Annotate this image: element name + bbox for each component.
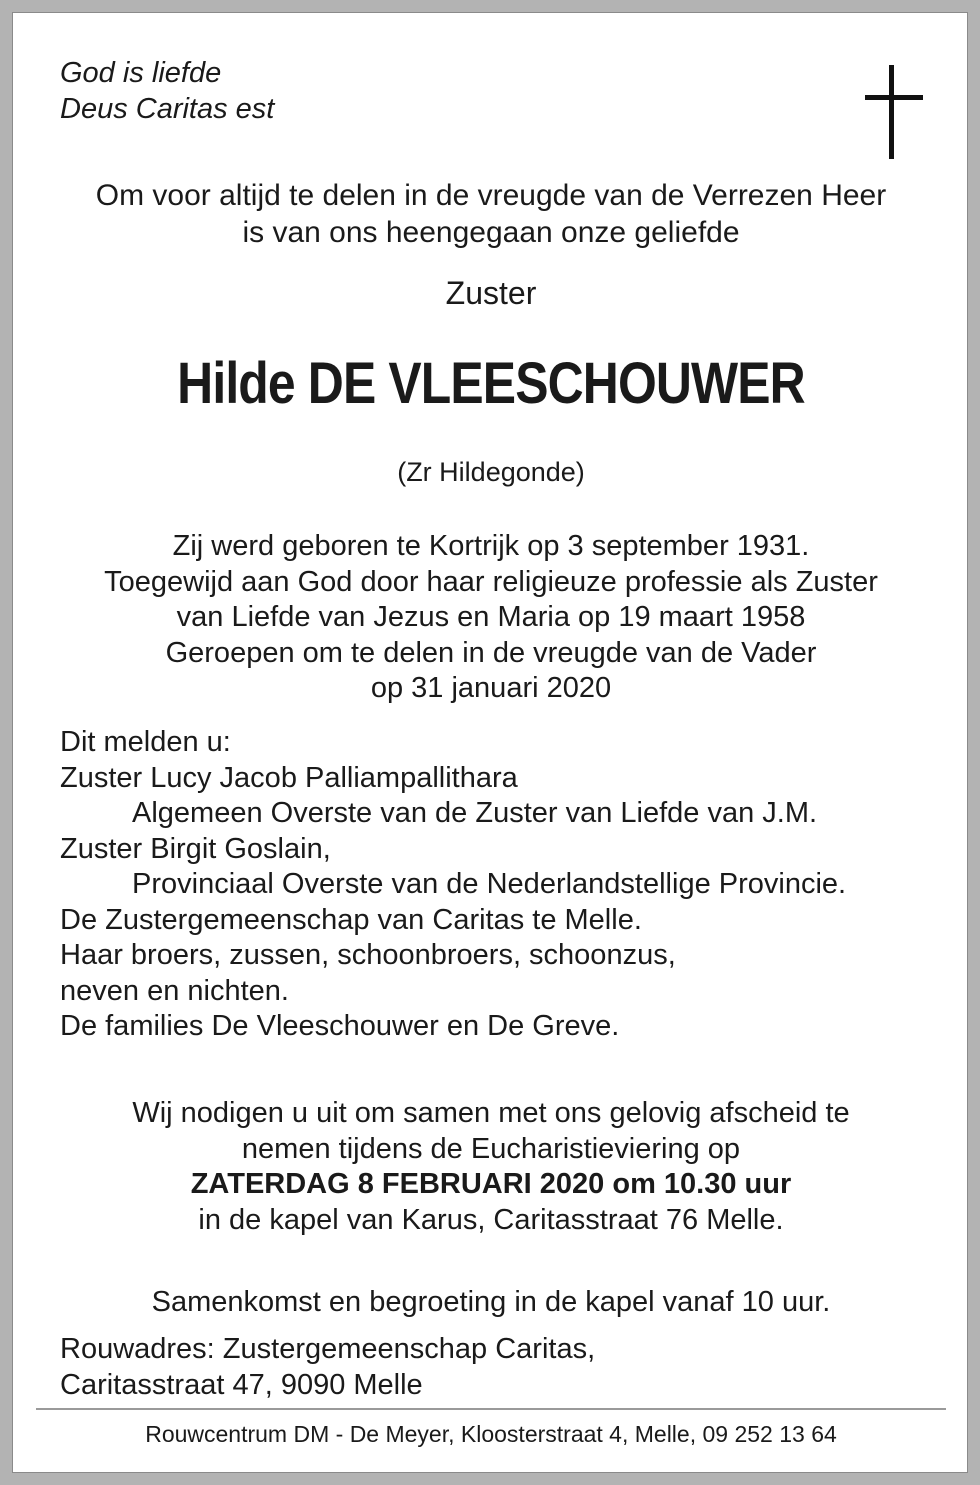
motto-line-dutch: God is liefde [60, 57, 222, 89]
address-line-1: Rouwadres: Zustergemeenschap Caritas, [60, 1333, 596, 1365]
intro-line-1: Om voor altijd te delen in de vreugde van de Verrezen Heer [95, 179, 887, 212]
invitation-line-1: Wij nodigen u uit om samen met ons gelovig afscheid te [132, 1097, 850, 1129]
mourning-address [60, 1331, 595, 1403]
mourners-heading: Dit melden u: [60, 726, 231, 758]
mourner-entry: De families De Vleeschouwer en De Greve. [60, 1010, 620, 1042]
intro-text [13, 177, 969, 251]
mourners-list [60, 725, 846, 1045]
address-line-2: Caritasstraat 47, 9090 Melle [60, 1369, 423, 1401]
cross-icon [865, 65, 923, 159]
funeral-invitation [13, 1096, 969, 1238]
mourner-entry: De Zustergemeenschap van Caritas te Melle. [60, 903, 642, 936]
service-location: in de kapel van Karus, Caritasstraat 76 Melle. [198, 1203, 784, 1236]
deceased-name: Hilde DE VLEESCHOUWER [177, 351, 805, 416]
mourner-entry: neven en nichten. [60, 974, 289, 1007]
mourner-role: Provinciaal Overste van de Nederlandstellige Provincie. [132, 868, 847, 900]
invitation-line-2: nemen tijdens de Eucharistieviering op [241, 1132, 741, 1165]
motto-line-latin: Deus Caritas est [60, 93, 275, 125]
mourner-entry: Haar broers, zussen, schoonbroers, schoonzus, [60, 939, 676, 971]
intro-line-2: is van ons heengegaan onze geliefde [242, 216, 740, 249]
bio-line: Geroepen om te delen in de vreugde van de Vader [165, 636, 817, 669]
gathering-info: Samenkomst en begroeting in de kapel vanaf 10 uur. [151, 1286, 831, 1318]
death-notice-card [12, 12, 968, 1473]
mourner-entry: Zuster Birgit Goslain, [60, 832, 331, 865]
religious-title: Zuster [445, 275, 537, 311]
mourner-entry: Zuster Lucy Jacob Palliampallithara [60, 761, 518, 794]
bio-line: Zij werd geboren te Kortrijk op 3 september 1931. [172, 530, 810, 562]
mourner-role: Algemeen Overste van de Zuster van Liefde van J.M. [132, 797, 818, 829]
motto [60, 55, 274, 127]
biography [13, 529, 969, 707]
bio-line: Toegewijd aan God door haar religieuze professie als Zuster [104, 565, 878, 598]
service-datetime: ZATERDAG 8 FEBRUARI 2020 om 10.30 uur [190, 1168, 792, 1200]
bio-line: van Liefde van Jezus en Maria op 19 maart 1958 [176, 601, 806, 633]
footer-divider [36, 1408, 946, 1410]
funeral-home-footer: Rouwcentrum DM - De Meyer, Kloosterstraat 4, Melle, 09 252 13 64 [145, 1421, 837, 1447]
bio-line: op 31 januari 2020 [370, 672, 612, 704]
religious-name: (Zr Hildegonde) [397, 457, 585, 487]
